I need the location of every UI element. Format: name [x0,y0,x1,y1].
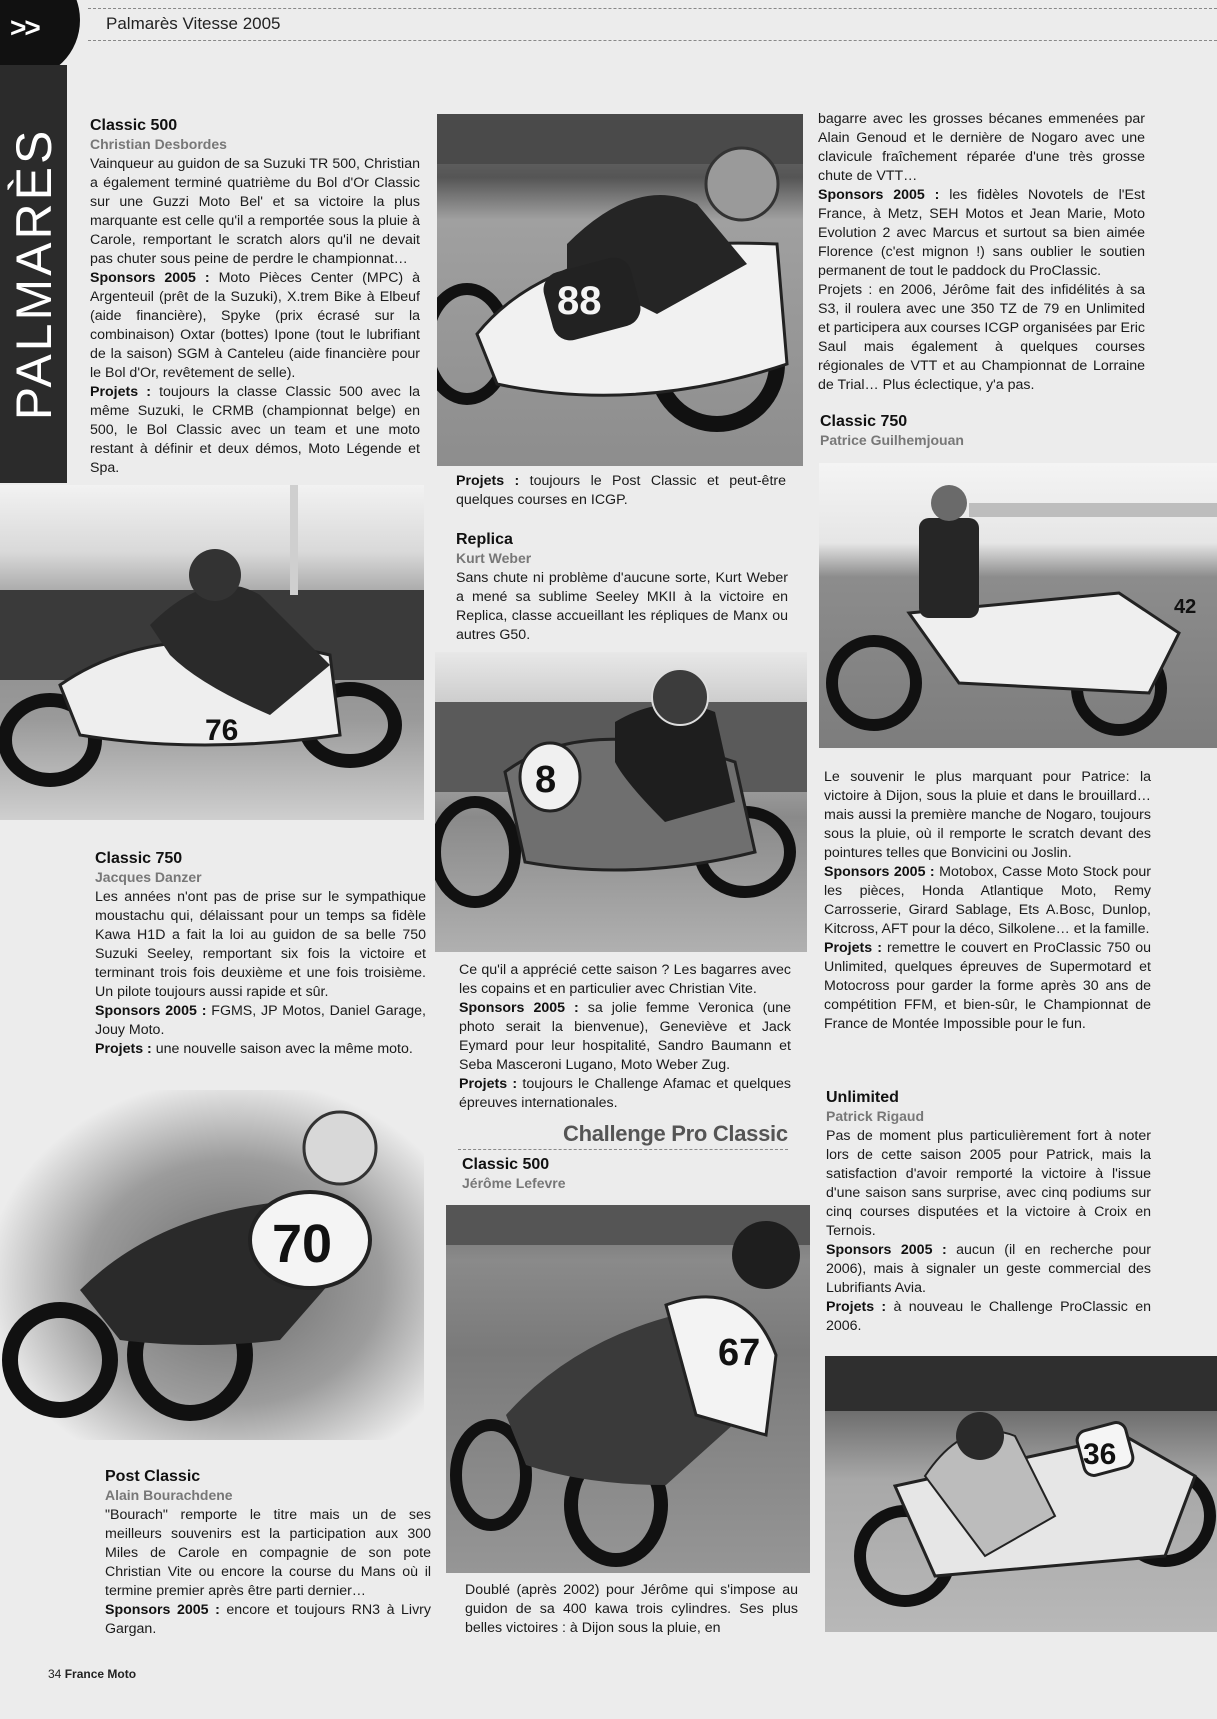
header-divider-bottom [88,40,1217,41]
projets-label: Projets : [90,384,151,400]
article-category: Replica [456,531,513,548]
article-category: Classic 500 [90,117,178,134]
projets-label: Projets : [459,1076,518,1092]
article-category: Classic 500 [462,1156,550,1173]
photo-rider-88 [437,114,803,466]
race-number: 36 [1083,1438,1117,1471]
sponsors-text: aucun (il en recherche pour 2006), mais à signaler un geste commercial des Lubrifiants Avia. [826,1242,1151,1296]
article-classic750-guilhemjouan-heading [820,412,1140,451]
article-rider: Patrick Rigaud [826,1108,925,1124]
article-category: Classic 750 [820,413,908,430]
sponsors-label: Sponsors 2005 : [105,1602,220,1618]
article-postclassic-projets [456,472,786,510]
projets-text: Projets : en 2006, Jérôme fait des infidélités à sa S3, il roulera avec une 350 TZ de 79 en Unlimited et participera aux courses ICGP organisées par Eric Saul mais également à quelques courses régionales de VTT et au Championnat de Lorraine de Trial… Plus éclectique, y'a pas. [818,282,1145,393]
projets-label: Projets : [95,1041,152,1057]
page-title: Palmarès Vitesse 2005 [106,14,281,33]
projets-text: une nouvelle saison avec la même moto. [155,1041,413,1057]
magazine-name: France Moto [64,1667,137,1681]
photo-rider-36 [825,1356,1217,1632]
projets-label: Projets : [824,940,882,956]
article-classic500-lefevre [462,1155,792,1194]
header-arrow: >> [10,12,39,43]
section-title-challenge-pro-classic: Challenge Pro Classic [563,1121,788,1146]
photo-rider-42 [819,463,1217,748]
photo-rider-67 [446,1205,810,1573]
article-rider: Jérôme Lefevre [462,1175,566,1191]
projets-text: à nouveau le Challenge ProClassic en 2006. [826,1299,1151,1334]
article-body: bagarre avec les grosses bécanes emmenées par Alain Genoud et le dernière de Nogaro avec une clavicule fraîchement réparée d'une très grosse chute de VTT… [818,111,1145,184]
header-divider-top [88,8,1217,9]
race-number: 8 [535,759,557,801]
sponsors-label: Sponsors 2005 : [824,864,935,880]
projets-text: toujours la classe Classic 500 avec la même Suzuki, le CRMB (championnat belge) en 500, le Bol Classic avec un team et une moto restant à définir et deux démos, Moto Légende et Spa. [90,384,420,476]
article-unlimited-rigaud [826,1088,1151,1336]
sponsors-label: Sponsors 2005 : [826,1242,947,1258]
article-category: Post Classic [105,1468,201,1485]
article-rider: Kurt Weber [456,550,532,566]
projets-label: Projets : [826,1299,887,1315]
article-body: Le souvenir le plus marquant pour Patrice: la victoire à Dijon, sous la pluie et dans le brouillard…mais aussi la première manche de Nogaro, toujours sous la pluie, où il remporte le scratch devant des pointures telles que Bonvicini ou Joslin. [824,769,1151,861]
section-tab [0,65,67,483]
article-replica-weber [456,530,788,645]
sponsors-text: Motobox, Casse Moto Stock pour les pièces, Honda Atlantique Moto, Remy Carrosserie, Girard Sablage, Ets A.Bosc, Dunlop, Kitcross, AFT pour la déco, Silkolene… et la famille. [824,864,1151,937]
article-category: Classic 750 [95,850,183,867]
race-number: 42 [1174,596,1197,618]
page-footer [48,1667,136,1681]
sponsors-text: encore et toujours RN3 à Livry Gargan. [105,1602,431,1637]
article-body: Pas de moment plus particulièrement fort à noter lors de cette saison 2005 pour Patrick, mais la satisfaction d'avoir remporté la victoire à l'issue d'une saison sans surprise, avec cinq podiums sur cinq courses disputées et la victoire à Croix en Ternois. [826,1128,1151,1239]
projets-text: remettre le couvert en ProClassic 750 ou Unlimited, quelques épreuves de Supermotard et Motocross pour garder la forme après 30 ans de compétition FFM, et bien-sûr, le Championnat de France de Montée Impossible pour le fun. [824,940,1151,1032]
article-body: "Bourach" remporte le titre mais un de ses meilleurs souvenirs est la participation aux 300 Miles de Carole en compagnie de son pote Christian Vite ou encore la course du Mans où il termine premier après être parti dernier… [105,1507,431,1599]
photo-rider-8 [435,652,807,952]
sponsors-text: sa jolie femme Veronica (une photo serait la bienvenue), Geneviève et Jack Eymard pour leur hospitalité, Sandro Baumann et Seba Masceroni Lugano, Moto Weber Zug. [459,1000,791,1073]
article-classic750-danzer [95,849,426,1059]
article-lefevre-body [465,1581,798,1638]
race-number: 76 [205,714,239,747]
projets-text: toujours le Challenge Afamac et quelques épreuves internationales. [459,1076,792,1111]
article-lefevre-continued [818,110,1145,395]
article-rider: Alain Bourachdene [105,1487,233,1503]
article-body: Doublé (après 2002) pour Jérôme qui s'impose au guidon de sa 400 kawa trois cylindres. Ses plus belles victoires : à Dijon sous la pluie, en [465,1582,798,1636]
sponsors-label: Sponsors 2005 : [818,187,940,203]
article-guilhemjouan-body [824,768,1151,1034]
sponsors-label: Sponsors 2005 : [459,1000,579,1016]
article-rider: Jacques Danzer [95,869,202,885]
race-number: 88 [557,279,602,323]
sponsors-text: les fidèles Novotels de l'Est France, à Metz, SEH Motos et Jean Marie, Moto Evolution 2 avec Marcus et surtout sa bien aimée Florence (c'est mignon !) sans oublier le soutien permanent de tout le paddock du ProClassic. [818,187,1145,279]
article-body: Vainqueur au guidon de sa Suzuki TR 500, Christian a également terminé quatrième du Bol d'Or Classic sur une Guzzi Moto Bel' et sa victoire la plus marquante est celle qu'il a remportée sous la pluie à Carole, remportant le scratch alors qu'il ne devait pas chuter sous peine de perdre le championnat… [90,156,420,267]
projets-label: Projets : [456,473,520,489]
article-replica-details [459,961,791,1113]
race-number: 70 [272,1214,333,1274]
photo-rider-76 [0,485,424,820]
race-number: 67 [718,1332,761,1374]
article-category: Unlimited [826,1089,899,1106]
article-body: Sans chute ni problème d'aucune sorte, Kurt Weber a mené sa sublime Seeley MKII à la victoire en Replica, classe accueillant les répliques de Manx ou autres G50. [456,570,788,643]
article-classic500-desbordes [90,116,420,478]
article-rider: Christian Desbordes [90,136,227,152]
photo-rider-70 [0,1090,424,1440]
sponsors-text: FGMS, JP Motos, Daniel Garage, Jouy Moto. [95,1003,426,1038]
sponsors-text: Moto Pièces Center (MPC) à Argenteuil (prêt de la Suzuki), X.trem Bike à Elbeuf (aide financière), Spyke (prix écrasé sur la combinaison) Oxtar (bottes) Ipone (tout le lubrifiant de la saison) SGM à Canteleu (aide financière pour le Bol d'Or, revêtement de selle). [90,270,421,381]
article-postclassic-bourachdene [105,1467,431,1639]
article-body: Ce qu'il a apprécié cette saison ? Les bagarres avec les copains et en particulier avec Christian Vite. [459,962,791,997]
sponsors-label: Sponsors 2005 : [90,270,210,286]
sponsors-label: Sponsors 2005 : [95,1003,207,1019]
projets-text: toujours le Post Classic et peut-être quelques courses en ICGP. [456,473,787,508]
section-tab-label: PALMARÈS [6,127,62,421]
article-rider: Patrice Guilhemjouan [820,432,964,448]
page-number: 34 [48,1667,62,1681]
article-body: Les années n'ont pas de prise sur le sympathique moustachu qui, délaissant pour un temps sa fidèle Kawa H1D a fait la loi au guidon de sa belle 750 Suzuki Seeley, remportant six fois la victoire et terminant trois fois deuxième et une fois troisième. Un pilote toujours aussi rapide et sûr. [95,889,426,1000]
